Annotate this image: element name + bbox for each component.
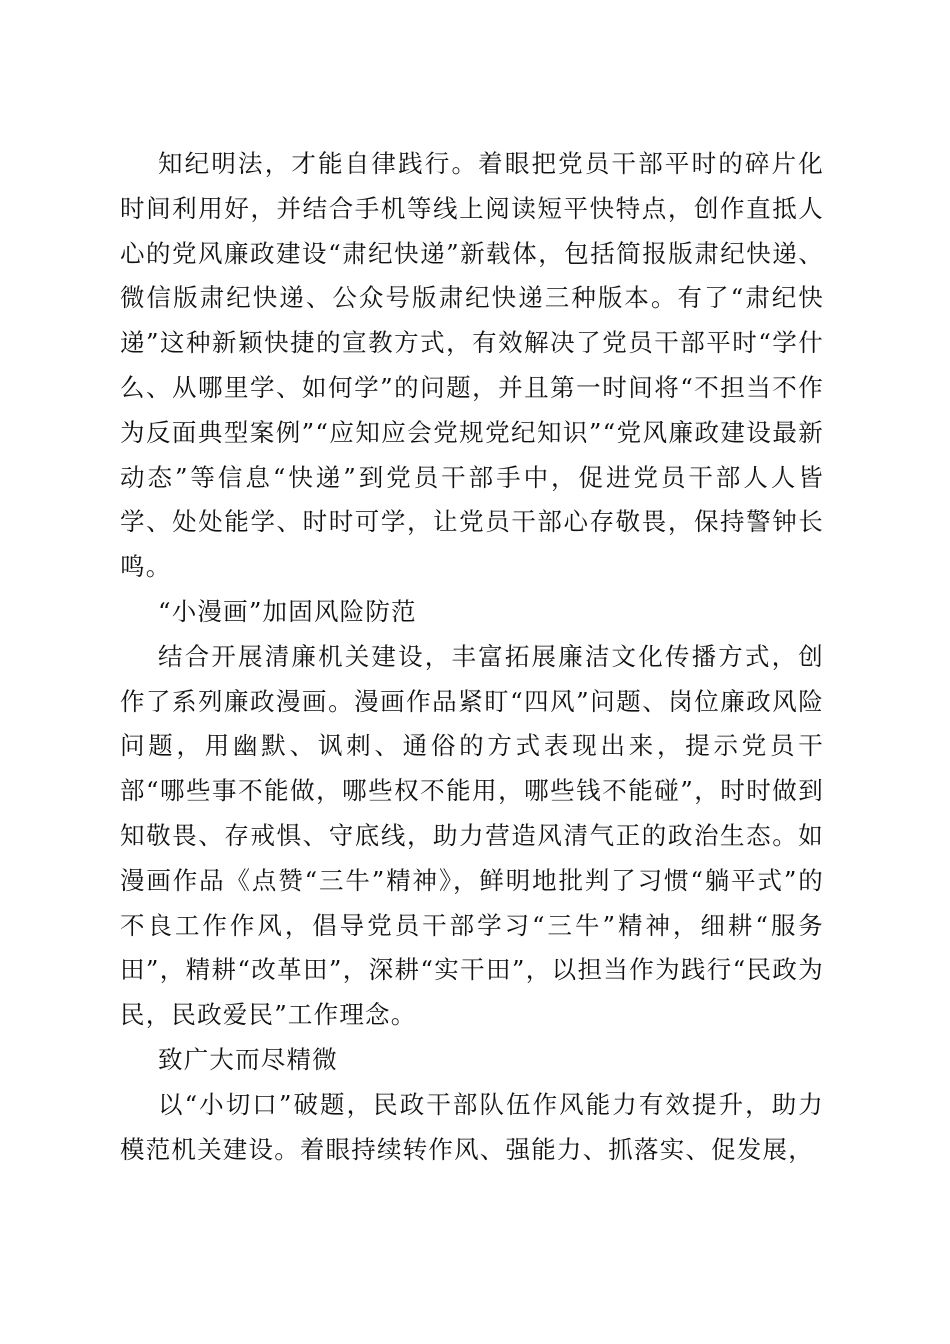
section-heading-cartoon: “小漫画”加固风险防范 xyxy=(158,596,417,626)
section-heading-precision: 致广大而尽精微 xyxy=(158,1044,338,1074)
paragraph-cartoon-series: 结合开展清廉机关建设，丰富拓展廉洁文化传播方式，创作了系列廉政漫画。漫画作品紧盯“四风”问题、岗位廉政风险问题，用幽默、讽刺、通俗的方式表现出来，提示党员干部“哪些事不能做，哪些权不能用，哪些钱不能碰”，时时做到知敬畏、存戒惧、守底线，助力营造风清气正的政治生态。如漫画作品《点赞“三牛”精神》，鲜明地批判了习惯“躺平式”的不良工作作风，倡导党员干部学习“三牛”精神，细耕“服务田”，精耕“改革田”，深耕“实干田”，以担当作为践行“民政为民，民政爱民”工作理念。 xyxy=(120,641,824,1030)
document-body xyxy=(120,142,824,1172)
paragraph-small-entry: 以“小切口”破题，民政干部队伍作风能力有效提升，助力模范机关建设。着眼持续转作风、强能力、抓落实、促发展， xyxy=(120,1089,824,1164)
paragraph-discipline-express: 知纪明法，才能自律践行。着眼把党员干部平时的碎片化时间利用好，并结合手机等线上阅读短平快特点，创作直抵人心的党风廉政建设“肃纪快递”新载体，包括简报版肃纪快递、微信版肃纪快递、公众号版肃纪快递三种版本。有了“肃纪快递”这种新颖快捷的宣教方式，有效解决了党员干部平时“学什么、从哪里学、如何学”的问题，并且第一时间将“不担当不作为反面典型案例”“应知应会党规党纪知识”“党风廉政建设最新动态”等信息“快递”到党员干部手中，促进党员干部人人皆学、处处能学、时时可学，让党员干部心存敬畏，保持警钟长鸣。 xyxy=(120,149,824,582)
